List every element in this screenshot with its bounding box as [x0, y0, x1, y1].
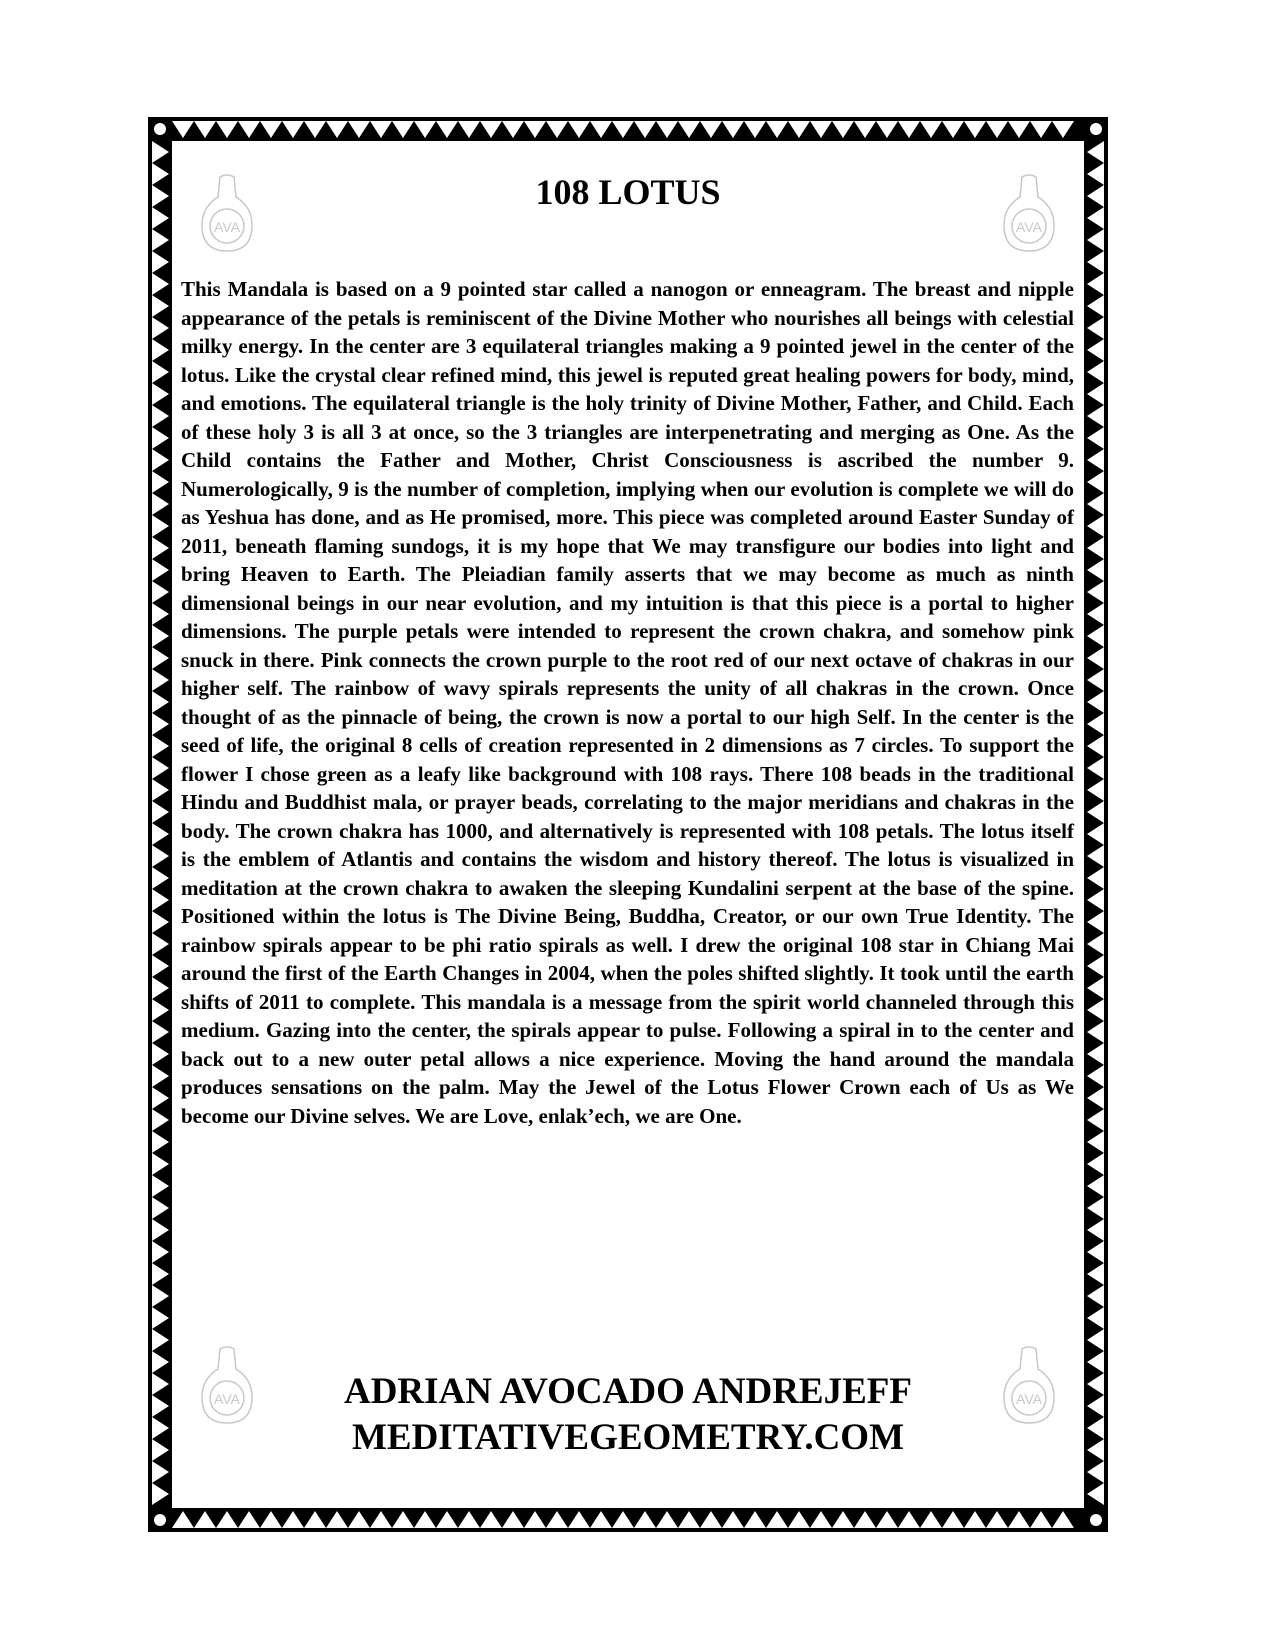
border-triangle [392, 121, 414, 138]
border-triangle [898, 1511, 920, 1528]
border-triangle [1087, 1065, 1104, 1087]
border-triangle [1087, 801, 1104, 823]
border-triangle [1087, 999, 1104, 1021]
border-triangle [1087, 1131, 1104, 1153]
border-triangle [1087, 625, 1104, 647]
border-triangle [810, 1511, 832, 1528]
border-triangle [1087, 471, 1104, 493]
border-triangle [678, 1511, 700, 1528]
border-triangle [1087, 823, 1104, 845]
border-triangle [788, 1511, 810, 1528]
border-triangle [260, 1511, 282, 1528]
border-triangle [194, 121, 216, 138]
border-triangle [152, 339, 169, 361]
border-triangle [1087, 669, 1104, 691]
border-triangle [832, 121, 854, 138]
border-triangle [1087, 647, 1104, 669]
border-triangle [678, 121, 700, 138]
border-triangle [152, 713, 169, 735]
border-triangle [1087, 955, 1104, 977]
border-triangle [722, 1511, 744, 1528]
border-triangle [942, 121, 964, 138]
border-triangle [152, 1307, 169, 1329]
border-triangle [1087, 537, 1104, 559]
border-triangle [152, 185, 169, 207]
border-corner-dot [1090, 123, 1102, 135]
border-triangle [152, 669, 169, 691]
border-triangle [1087, 515, 1104, 537]
border-triangle [1087, 1395, 1104, 1417]
border-triangle [1087, 757, 1104, 779]
border-triangle [920, 121, 942, 138]
border-triangle [1087, 735, 1104, 757]
border-triangle [348, 121, 370, 138]
border-triangle [152, 1395, 169, 1417]
border-triangle [1087, 493, 1104, 515]
border-triangle [942, 1511, 964, 1528]
border-triangle [152, 955, 169, 977]
border-triangle [238, 121, 260, 138]
border-triangle [414, 121, 436, 138]
border-triangle [152, 1241, 169, 1263]
border-triangle [152, 801, 169, 823]
border-triangle [216, 1511, 238, 1528]
border-triangle [1087, 1263, 1104, 1285]
border-triangle [1087, 1109, 1104, 1131]
border-triangle [152, 317, 169, 339]
border-triangle [152, 515, 169, 537]
border-triangle [370, 1511, 392, 1528]
border-triangle [524, 121, 546, 138]
border-triangle [152, 207, 169, 229]
border-triangle [152, 757, 169, 779]
border-triangle [1052, 1511, 1074, 1528]
border-triangle [1087, 1329, 1104, 1351]
border-triangle [282, 1511, 304, 1528]
border-triangle [876, 121, 898, 138]
border-triangle [152, 823, 169, 845]
border-triangle [1008, 1511, 1030, 1528]
border-corner-dot [1090, 1514, 1102, 1526]
border-triangle [612, 121, 634, 138]
border-triangle [152, 867, 169, 889]
border-triangle [1087, 933, 1104, 955]
border-triangle [152, 405, 169, 427]
border-triangle [1087, 339, 1104, 361]
border-triangle [1087, 1307, 1104, 1329]
border-triangle [590, 1511, 612, 1528]
border-triangle [854, 1511, 876, 1528]
border-triangle [152, 141, 169, 163]
border-triangle [152, 581, 169, 603]
border-triangle [1087, 1021, 1104, 1043]
border-triangle [1087, 141, 1104, 163]
page-title: 108 LOTUS [535, 172, 721, 212]
svg-text:AVA: AVA [214, 219, 240, 235]
border-triangle [436, 121, 458, 138]
border-triangle [152, 1417, 169, 1439]
border-triangle [1087, 603, 1104, 625]
border-triangle [216, 121, 238, 138]
border-triangle [172, 1511, 194, 1528]
footer-credits [172, 1369, 1084, 1461]
description-paragraph: This Mandala is based on a 9 pointed star called a nanogon or enneagram. The breast and nipple appearance of the petals is reminiscent of the Divine Mother who nourishes all beings with celestial milky energy. In the center are 3 equilateral triangles making a 9 pointed jewel in the center of the lotus. Like the crystal clear refined mind, this jewel is reputed great healing powers for body, mind, and emotions. The equilateral triangle is the holy trinity of Divine Mother, Father, and Child. Each of these holy 3 is all 3 at once, so the 3 triangles are interpenetrating and merging as One. As the Child contains the Father and Mother, Christ Consciousness is ascribed the number 9. Numerologically, 9 is the number of completion, implying when our evolution is complete we will do as Yeshua has done, and as He promised, more. This piece was completed around Easter Sunday of 2011, beneath flaming sundogs, it is my hope that We may transfigure our bodies into light and bring Heaven to Earth. The Pleiadian family asserts that we may become as much as ninth dimensional beings in our near evolution, and my intuition is that this piece is a portal to higher dimensions. The purple petals were intended to represent the crown chakra, and somehow pink snuck in there. Pink connects the crown purple to the root red of our next octave of chakras in our higher self. The rainbow of wavy spirals represents the unity of all chakras in the crown. Once thought of as the pinnacle of being, the crown is now a portal to our high Self. In the center is the seed of life, the original 8 cells of creation represented in 2 dimensions as 7 circles. To support the flower I chose green as a leafy like background with 108 rays. There 108 beads in the traditional Hindu and Buddhist mala, or prayer beads, correlating to the major meridians and chakras in the body. The crown chakra has 1000, and alternatively is represented with 108 petals. The lotus itself is the emblem of Atlantis and contains the wisdom and history thereof. The lotus is visualized in meditation at the crown chakra to awaken the sleeping Kundalini serpent at the base of the spine. Positioned within the lotus is The Divine Being, Buddha, Creator, or our own True Identity. The rainbow spirals appear to be phi ratio spirals as well. I drew the original 108 star in Chiang Mai around the first of the Earth Changes in 2004, when the poles shifted slightly. It took until the earth shifts of 2011 to complete. This mandala is a message from the spirit world channeled through this medium. Gazing into the center, the spirals appear to pulse. Following a spiral in to the center and back out to a new outer petal allows a nice experience. Moving the hand around the mandala produces sensations on the palm. May the Jewel of the Lotus Flower Crown each of Us as We become our Divine selves. We are Love, enlak’ech, we are One. [181, 277, 1074, 1128]
svg-text:AVA: AVA [1016, 219, 1042, 235]
border-triangle [722, 121, 744, 138]
border-triangle [348, 1511, 370, 1528]
border-triangle [152, 647, 169, 669]
border-triangle [152, 361, 169, 383]
border-triangle [1087, 713, 1104, 735]
author-name: ADRIAN AVOCADO ANDREJEFF [343, 1371, 912, 1412]
border-triangle [1087, 845, 1104, 867]
border-triangle [1052, 121, 1074, 138]
border-triangle [152, 1021, 169, 1043]
border-triangle [1087, 1285, 1104, 1307]
border-triangle [152, 845, 169, 867]
border-triangle [1087, 1219, 1104, 1241]
border-triangle [1087, 1153, 1104, 1175]
border-triangle [1087, 449, 1104, 471]
border-triangle [876, 1511, 898, 1528]
border-triangle [766, 1511, 788, 1528]
border-triangle [1087, 559, 1104, 581]
border-triangle [1087, 383, 1104, 405]
border-triangle [502, 121, 524, 138]
border-triangle [546, 121, 568, 138]
border-triangle [1087, 691, 1104, 713]
border-triangle [152, 1263, 169, 1285]
border-triangle [1087, 1439, 1104, 1461]
border-triangle [458, 121, 480, 138]
border-triangle [1087, 1461, 1104, 1483]
border-triangle [326, 121, 348, 138]
border-triangle [546, 1511, 568, 1528]
border-triangle [810, 121, 832, 138]
border-triangle [152, 999, 169, 1021]
border-triangle [1087, 1373, 1104, 1395]
border-triangle [634, 121, 656, 138]
border-triangle [152, 537, 169, 559]
border-triangle [1087, 1417, 1104, 1439]
border-triangle [1087, 317, 1104, 339]
border-triangle [1087, 1087, 1104, 1109]
border-triangle [152, 229, 169, 251]
border-triangle [1087, 1241, 1104, 1263]
border-triangle [152, 1373, 169, 1395]
border-triangle [152, 1483, 169, 1505]
border-triangle [744, 121, 766, 138]
border-triangle [152, 691, 169, 713]
border-triangle [744, 1511, 766, 1528]
border-triangle [152, 1329, 169, 1351]
border-triangle [152, 383, 169, 405]
border-triangle [1030, 121, 1052, 138]
border-corner-dot [154, 123, 166, 135]
border-triangle [326, 1511, 348, 1528]
border-triangle [152, 559, 169, 581]
border-triangle [656, 121, 678, 138]
border-triangle [152, 1087, 169, 1109]
border-triangle [634, 1511, 656, 1528]
border-triangle [152, 779, 169, 801]
border-triangle [656, 1511, 678, 1528]
border-triangle [282, 121, 304, 138]
border-triangle [152, 735, 169, 757]
border-triangle [1087, 295, 1104, 317]
border-triangle [152, 1197, 169, 1219]
border-triangle [152, 273, 169, 295]
border-triangle [1087, 273, 1104, 295]
border-triangle [152, 449, 169, 471]
border-triangle [788, 121, 810, 138]
border-triangle [1087, 361, 1104, 383]
border-triangle [152, 251, 169, 273]
border-triangle [1087, 581, 1104, 603]
border-triangle [568, 1511, 590, 1528]
border-triangle [1087, 163, 1104, 185]
border-triangle [986, 121, 1008, 138]
border-triangle [392, 1511, 414, 1528]
border-triangle [1087, 1175, 1104, 1197]
border-triangle [568, 121, 590, 138]
border-triangle [1087, 405, 1104, 427]
border-triangle [1087, 977, 1104, 999]
border-triangle [964, 1511, 986, 1528]
border-triangle [898, 121, 920, 138]
border-corner-dot [154, 1514, 166, 1526]
border-triangle [1087, 779, 1104, 801]
border-triangle [480, 121, 502, 138]
border-triangle [1087, 251, 1104, 273]
border-triangle [986, 1511, 1008, 1528]
border-triangle [152, 977, 169, 999]
border-triangle [152, 1153, 169, 1175]
border-triangle [370, 121, 392, 138]
border-triangle [854, 121, 876, 138]
border-triangle [590, 121, 612, 138]
border-triangle [152, 1351, 169, 1373]
border-triangle [152, 471, 169, 493]
border-triangle [1087, 1197, 1104, 1219]
border-triangle [458, 1511, 480, 1528]
border-triangle [612, 1511, 634, 1528]
border-triangle [194, 1511, 216, 1528]
svg-text:AVA: AVA [1016, 1391, 1042, 1407]
page-content [172, 141, 1084, 1508]
svg-text:AVA: AVA [214, 1391, 240, 1407]
border-triangle [152, 1175, 169, 1197]
website-name: MEDITATIVEGEOMETRY.COM [351, 1417, 905, 1458]
border-triangle [1008, 121, 1030, 138]
border-triangle [260, 121, 282, 138]
border-triangle [502, 1511, 524, 1528]
border-triangle [238, 1511, 260, 1528]
border-triangle [152, 163, 169, 185]
border-triangle [152, 1461, 169, 1483]
border-triangle [1087, 1351, 1104, 1373]
border-triangle [1087, 1483, 1104, 1505]
border-triangle [152, 889, 169, 911]
border-triangle [436, 1511, 458, 1528]
border-triangle [700, 1511, 722, 1528]
border-triangle [964, 121, 986, 138]
border-triangle [304, 1511, 326, 1528]
border-triangle [414, 1511, 436, 1528]
border-triangle [1087, 427, 1104, 449]
border-triangle [1087, 867, 1104, 889]
border-triangle [152, 295, 169, 317]
border-triangle [1030, 1511, 1052, 1528]
border-triangle [1087, 207, 1104, 229]
border-triangle [480, 1511, 502, 1528]
border-triangle [700, 121, 722, 138]
border-triangle [152, 1109, 169, 1131]
border-triangle [1087, 889, 1104, 911]
border-triangle [1087, 1043, 1104, 1065]
border-triangle [152, 1219, 169, 1241]
border-triangle [152, 603, 169, 625]
border-triangle [152, 1043, 169, 1065]
border-triangle [172, 121, 194, 138]
decorative-border-frame [148, 117, 1108, 1532]
border-triangle [832, 1511, 854, 1528]
border-triangle [152, 493, 169, 515]
border-triangle [920, 1511, 942, 1528]
border-triangle [766, 121, 788, 138]
border-triangle [152, 1439, 169, 1461]
border-triangle [1087, 185, 1104, 207]
border-triangle [152, 1065, 169, 1087]
border-triangle [152, 911, 169, 933]
border-triangle [152, 427, 169, 449]
border-triangle [1087, 911, 1104, 933]
border-triangle [1087, 229, 1104, 251]
border-triangle [304, 121, 326, 138]
border-triangle [524, 1511, 546, 1528]
border-triangle [152, 1285, 169, 1307]
border-triangle [152, 1131, 169, 1153]
border-triangle [152, 933, 169, 955]
border-triangle [152, 625, 169, 647]
